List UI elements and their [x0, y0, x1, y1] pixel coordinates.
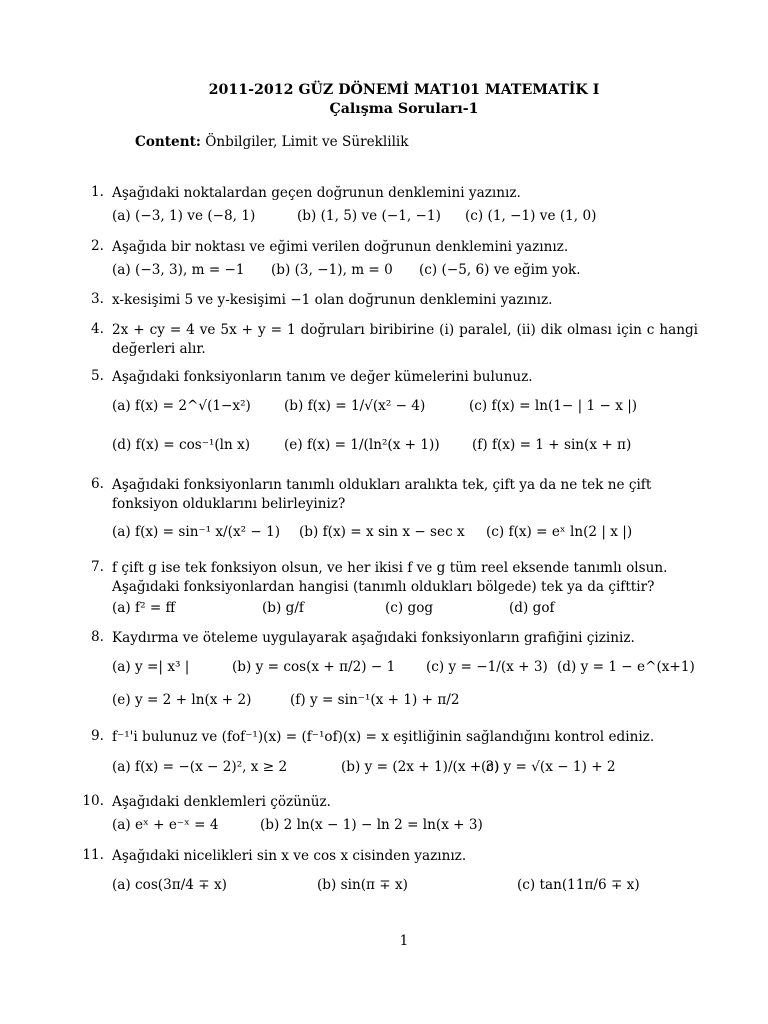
question-number: 7.: [91, 559, 104, 575]
question-text: x-kesişimi 5 ve y-kesişimi −1 olan doğrunun denklemini yazınız.: [112, 292, 553, 308]
question-text: f⁻¹'i bulunuz ve (fof⁻¹)(x) = (f⁻¹of)(x) = x eşitliğinin sağlandığını kontrol ediniz.: [112, 729, 655, 745]
q7-option-a: (a) f² = ff: [112, 600, 176, 616]
q8-option-b: (b) y = cos(x + π/2) − 1: [232, 659, 396, 675]
question-text: 2x + cy = 4 ve 5x + y = 1 doğruları biribirine (i) paralel, (ii) dik olması için c hangi değerleri alır.: [112, 322, 698, 357]
question-text: Aşağıdaki noktalardan geçen doğrunun denklemini yazınız.: [112, 185, 521, 201]
q7-option-c: (c) gog: [385, 600, 434, 616]
q5-option-d: (d) f(x) = cos⁻¹(ln x): [112, 437, 251, 453]
question-number: 9.: [91, 728, 104, 744]
q7-option-d: (d) gof: [509, 600, 555, 616]
q6-option-a: (a) f(x) = sin⁻¹ x/(x² − 1): [112, 524, 281, 540]
q11-option-c: (c) tan(11π/6 ∓ x): [517, 877, 640, 893]
q1-option-a: (a) (−3, 1) ve (−8, 1): [112, 208, 256, 224]
q6-option-c: (c) f(x) = eˣ ln(2 | x |): [486, 524, 633, 540]
question-text: Aşağıdaki nicelikleri sin x ve cos x cisinden yazınız.: [112, 848, 467, 864]
q6-option-b: (b) f(x) = x sin x − sec x: [299, 524, 465, 540]
question-number: 1.: [91, 184, 104, 200]
content-label: Content:: [135, 134, 201, 150]
question-text: Kaydırma ve öteleme uygulayarak aşağıdaki fonksiyonların grafiğini çiziniz.: [112, 630, 635, 646]
q5-option-c: (c) f(x) = ln(1− | 1 − x |): [469, 398, 638, 414]
page-number: 1: [399, 933, 409, 949]
question-text: Aşağıdaki fonksiyonların tanım ve değer kümelerini bulunuz.: [112, 369, 533, 385]
document-subtitle: Çalışma Soruları-1: [329, 101, 479, 117]
question-number: 2.: [91, 238, 104, 254]
q1-option-c: (c) (1, −1) ve (1, 0): [465, 208, 597, 224]
question-text: Aşağıdaki fonksiyonların tanımlı oldukları aralıkta tek, çift ya da ne tek ne çift fonksiyon olduklarını belirleyiniz?: [112, 477, 652, 512]
question-number: 8.: [91, 629, 104, 645]
question-text: Aşağıdaki denklemleri çözünüz.: [112, 794, 331, 810]
question-number: 10.: [82, 793, 104, 809]
question-number: 3.: [91, 291, 104, 307]
content-text: Önbilgiler, Limit ve Süreklilik: [205, 134, 409, 150]
q8-option-d: (d) y = 1 − e^(x+1): [557, 659, 695, 675]
q5-option-b: (b) f(x) = 1/√(x² − 4): [284, 398, 426, 414]
q1-option-b: (b) (1, 5) ve (−1, −1): [297, 208, 441, 224]
content-line: [135, 134, 409, 150]
q5-option-a: (a) f(x) = 2^√(1−x²): [112, 398, 251, 414]
q8-option-c: (c) y = −1/(x + 3): [426, 659, 548, 675]
q2-option-b: (b) (3, −1), m = 0: [271, 262, 393, 278]
q8-option-e: (e) y = 2 + ln(x + 2): [112, 692, 252, 708]
question-number: 11.: [82, 847, 104, 863]
question-number: 6.: [91, 476, 104, 492]
question-text: f çift g ise tek fonksiyon olsun, ve her ikisi f ve g tüm reel eksende tanımlı olsun. Aşağıdaki fonksiyonlardan hangisi (tanımlı oldukları bölgede) tek ya da çifttir?: [112, 560, 668, 595]
q2-option-a: (a) (−3, 3), m = −1: [112, 262, 245, 278]
document-title: 2011-2012 GÜZ DÖNEMİ MAT101 MATEMATİK I: [208, 82, 600, 98]
q8-option-f: (f) y = sin⁻¹(x + 1) + π/2: [290, 692, 460, 708]
q11-option-a: (a) cos(3π/4 ∓ x): [112, 877, 227, 893]
question-text: Aşağıda bir noktası ve eğimi verilen doğrunun denklemini yazınız.: [112, 239, 569, 255]
question-number: 5.: [91, 368, 104, 384]
q9-option-c: (c) y = √(x − 1) + 2: [481, 759, 616, 775]
q9-option-a: (a) f(x) = −(x − 2)², x ≥ 2: [112, 759, 288, 775]
q7-option-b: (b) g/f: [262, 600, 304, 616]
q5-option-e: (e) f(x) = 1/(ln²(x + 1)): [284, 437, 440, 453]
question-number: 4.: [91, 321, 104, 337]
q8-option-a: (a) y =| x³ |: [112, 659, 190, 675]
q9-option-b: (b) y = (2x + 1)/(x + 3): [341, 759, 500, 775]
q5-option-f: (f) f(x) = 1 + sin(x + π): [472, 437, 632, 453]
q2-option-c: (c) (−5, 6) ve eğim yok.: [419, 262, 581, 278]
q10-option-b: (b) 2 ln(x − 1) − ln 2 = ln(x + 3): [260, 817, 483, 833]
q11-option-b: (b) sin(π ∓ x): [317, 877, 408, 893]
q10-option-a: (a) eˣ + e⁻ˣ = 4: [112, 817, 219, 833]
